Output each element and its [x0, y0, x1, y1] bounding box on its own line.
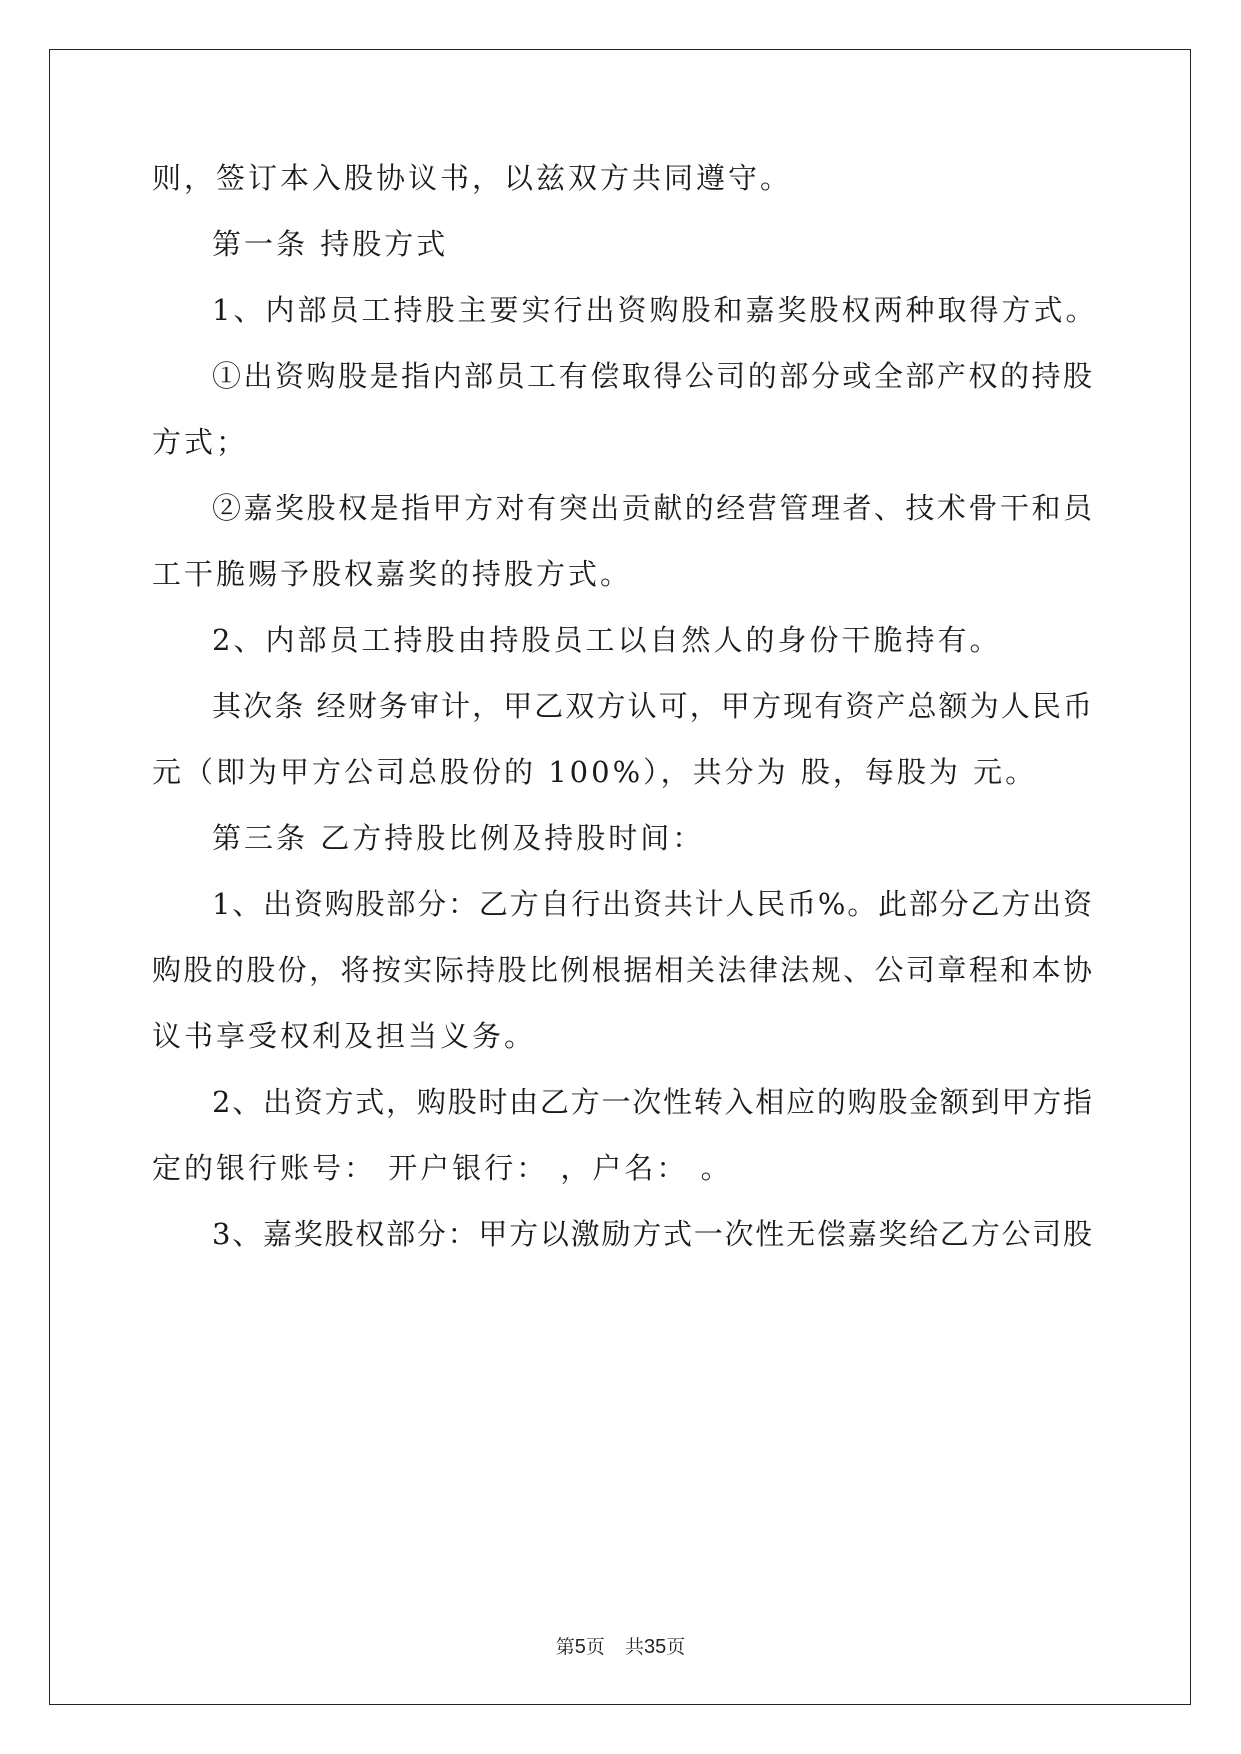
page-suffix: 页 [585, 1637, 605, 1658]
paragraph-line: 工干脆赐予股权嘉奖的持股方式。 [152, 557, 633, 591]
total-prefix: 共 [624, 1637, 644, 1658]
paragraph-line: 则，签订本入股协议书，以兹双方共同遵守。 [152, 161, 793, 195]
paragraph-line: ①出资购股是指内部员工有偿取得公司的部分或全部产权的持股 [212, 359, 1092, 393]
paragraph-line: 2、出资方式，购股时由乙方一次性转入相应的购股金额到甲方指 [212, 1085, 1092, 1119]
total-pages: 35 [643, 1636, 667, 1658]
article-heading: 第一条 持股方式 [212, 227, 449, 261]
paragraph-line: 2、内部员工持股由持股员工以自然人的身份干脆持有。 [212, 623, 1002, 657]
paragraph-line: 3、嘉奖股权部分：甲方以激励方式一次性无偿嘉奖给乙方公司股 [212, 1217, 1092, 1251]
article-heading: 第三条 乙方持股比例及持股时间： [212, 821, 705, 855]
paragraph-line: 定的银行账号： 开户银行： ，户名： 。 [152, 1151, 733, 1185]
page-prefix: 第 [555, 1637, 575, 1658]
total-suffix: 页 [666, 1637, 686, 1658]
page-footer [0, 1632, 1241, 1659]
paragraph-line: 1、出资购股部分：乙方自行出资共计人民币%。此部分乙方出资 [212, 887, 1092, 921]
paragraph-line: 议书享受权利及担当义务。 [152, 1019, 537, 1053]
paragraph-line: 购股的股份，将按实际持股比例根据相关法律法规、公司章程和本协 [152, 953, 1092, 987]
page-number: 5 [574, 1636, 586, 1658]
paragraph-line: ②嘉奖股权是指甲方对有突出贡献的经营管理者、技术骨干和员 [212, 491, 1092, 525]
paragraph-line: 元（即为甲方公司总股份的 100%），共分为 股，每股为 元。 [152, 755, 1038, 789]
paragraph-line: 1、内部员工持股主要实行出资购股和嘉奖股权两种取得方式。 [212, 293, 1098, 327]
article-heading: 其次条 经财务审计，甲乙双方认可，甲方现有资产总额为人民币 [212, 689, 1092, 723]
paragraph-line: 方式； [152, 425, 249, 459]
